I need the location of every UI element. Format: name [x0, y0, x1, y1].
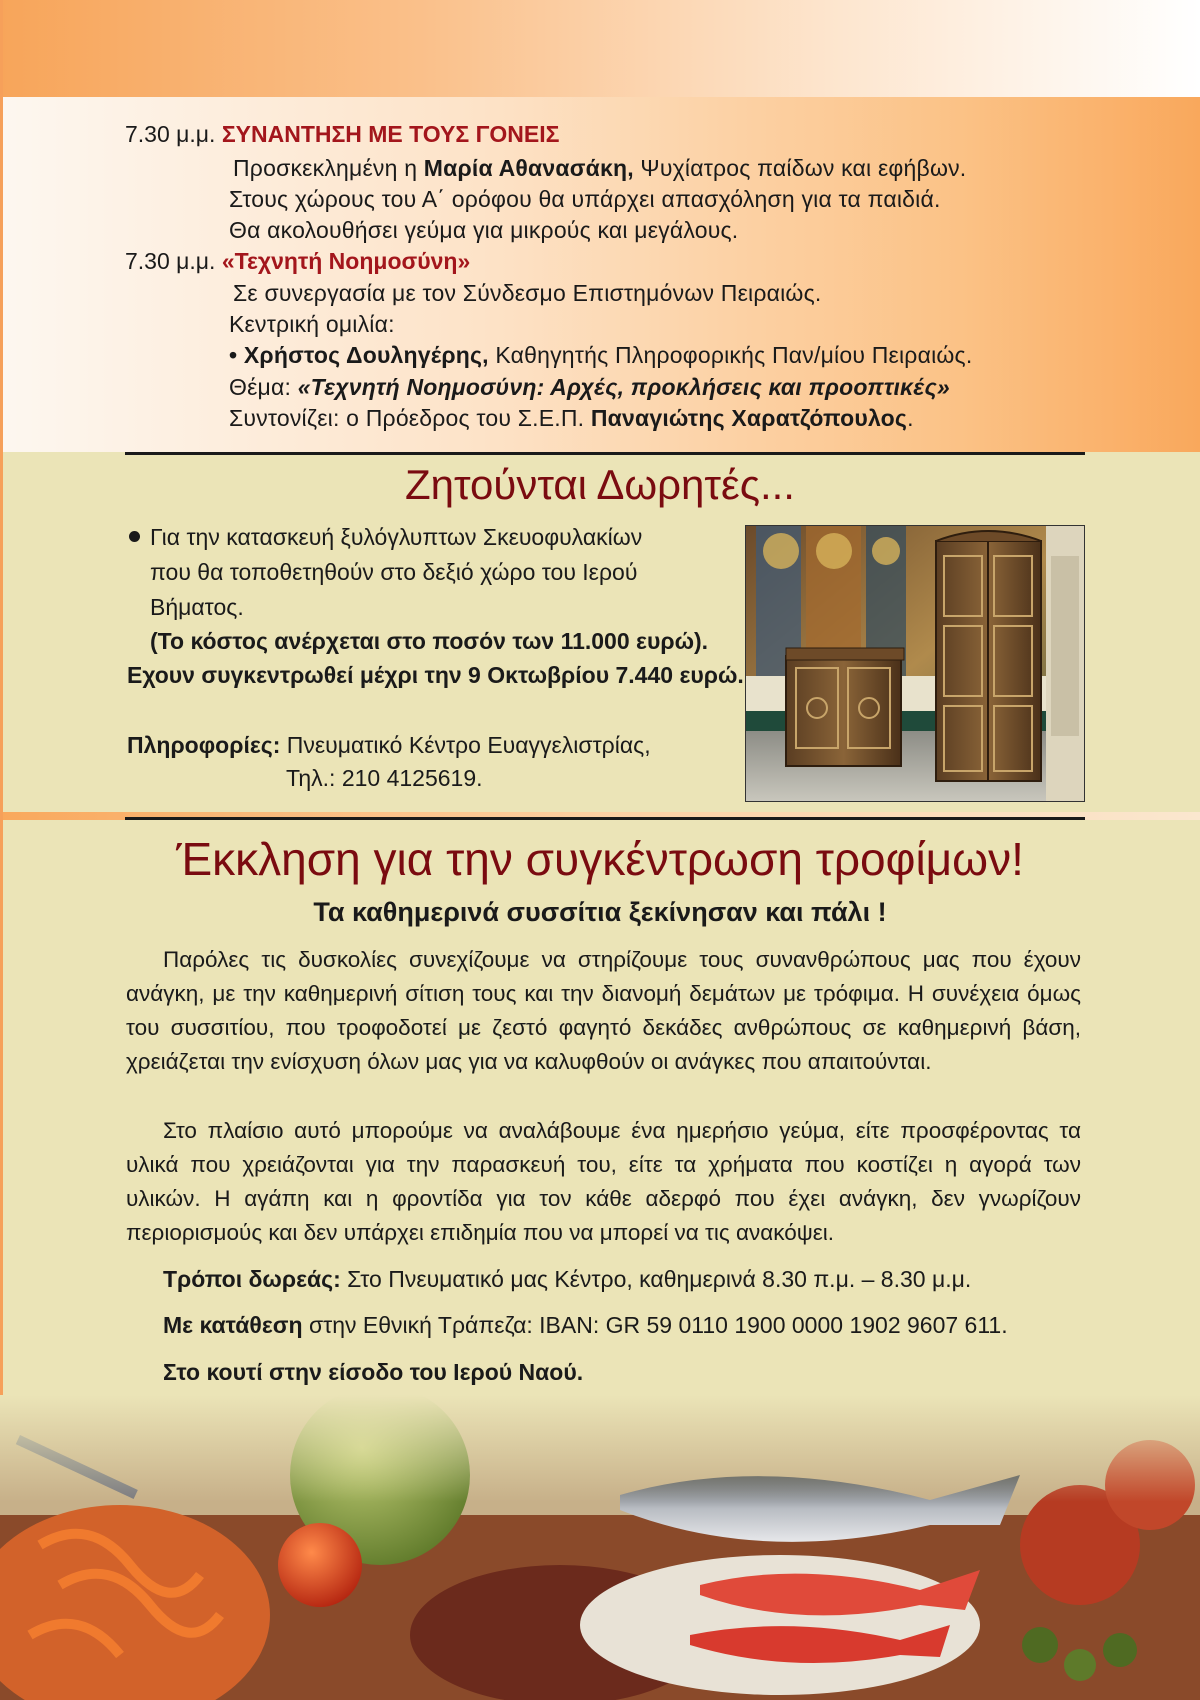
event-2-line-2: Κεντρική ομιλία:: [229, 311, 395, 337]
event-2-topic-label: Θέμα:: [229, 374, 298, 400]
donors-bullet: [129, 531, 140, 542]
event-2-time: 7.30 μ.μ.: [125, 248, 216, 274]
donation-box: [163, 1359, 583, 1386]
event-1-header: [125, 121, 559, 148]
event-1-line-1: [233, 155, 966, 182]
divider-rule-2: [125, 817, 1085, 820]
donation-methods-label: Τρόποι δωρεάς:: [163, 1266, 341, 1292]
appeal-paragraph-1: Παρόλες τις δυσκολίες συνεχίζουμε να στηρίζουμε τους συνανθρώπους μας που έχουν ανάγκη, με την καθημερινή σίτιση τους και την διανομή δεμάτων με τρόφιμα. Η συνέχεια όμως του συσσιτίου, που τροφοδοτεί με ζεστό φαγητό δεκάδες ανθρώπους σε καθημερινή βάση, χρειάζεται την ενίσχυση όλων μας για να καλυφθούν οι ανάγκες που απαιτούνται.: [126, 947, 1081, 1074]
donors-cost: (Το κόστος ανέρχεται στο ποσόν των 11.000 ευρώ).: [150, 628, 709, 654]
event-1-speaker-name: Μαρία Αθανασάκη,: [423, 155, 634, 181]
cabinet-illustration: [746, 526, 1084, 801]
event-2-line-3: [229, 342, 972, 369]
donors-info: [127, 732, 651, 759]
donors-line-2: που θα τοποθετηθούν στο δεξιό χώρο του Ιερού: [150, 559, 638, 585]
donors-collected: Εχουν συγκεντρωθεί μέχρι την 9 Οκτωβρίου 7.440 ευρώ.: [127, 662, 744, 688]
food-collage-photo: [0, 1395, 1200, 1700]
event-1-line-1-text-c: Ψυχίατρος παίδων και εφήβων.: [633, 155, 967, 181]
divider-rule-1: [125, 452, 1085, 455]
appeal-subheading: Τα καθημερινά συσσίτια ξεκίνησαν και πάλι !: [313, 897, 887, 927]
event-2-moderator-period: .: [907, 405, 914, 431]
event-2-bullet: •: [229, 342, 244, 368]
bank-deposit-label: Με κατάθεση: [163, 1312, 303, 1338]
donors-phone: Τηλ.: 210 4125619.: [286, 765, 483, 791]
event-2-speaker-name: Χρήστος Δουληγέρης,: [243, 342, 489, 368]
event-2-speaker-role: Καθηγητής Πληροφορικής Παν/μίου Πειραιώς.: [488, 342, 973, 368]
donation-box-text: Στο κουτί στην είσοδο του Ιερού Ναού.: [163, 1359, 584, 1385]
donors-line-3: Βήματος.: [150, 594, 244, 620]
appeal-heading: Έκκληση για την συγκέντρωση τροφίμων!: [176, 833, 1024, 885]
donation-methods: [163, 1266, 971, 1293]
donation-methods-value: Στο Πνευματικό μας Κέντρο, καθημερινά 8.30 π.μ. – 8.30 μ.μ.: [340, 1266, 972, 1292]
bank-deposit: [163, 1312, 1008, 1339]
event-2-moderator-name: Παναγιώτης Χαρατζόπουλος: [590, 405, 908, 431]
donors-line-1: Για την κατασκευή ξυλόγλυπτων Σκευοφυλακίων: [150, 524, 643, 550]
top-color-band: [0, 0, 1200, 97]
appeal-paragraph-2: Στο πλαίσιο αυτό μπορούμε να αναλάβουμε ένα ημερήσιο γεύμα, είτε προσφέροντας τα υλικά που χρειάζονται για την παρασκευή του, είτε τα χρήματα που κοστίζει η αγορά των υλικών. Η αγάπη και η φροντίδα για τον κάθε αδερφό που έχει ανάγκη, δεν γνωρίζουν περιορισμούς και δεν υπάρχει επιδημία που να μπορεί να τις ανακόψει.: [126, 1118, 1081, 1245]
event-2-line-5: [229, 405, 914, 432]
donors-info-value: Πνευματικό Κέντρο Ευαγγελιστρίας,: [286, 732, 651, 758]
event-1-line-3: Θα ακολουθήσει γεύμα για μικρούς και μεγάλους.: [229, 217, 739, 243]
sacristy-cabinet-photo: [745, 525, 1085, 802]
donors-heading: Ζητούνται Δωρητές...: [405, 461, 795, 508]
event-1-line-1-text-a: Προσκεκλημένη η: [233, 155, 424, 181]
event-2-topic: «Τεχνητή Νοημοσύνη: Αρχές, προκλήσεις και προοπτικές»: [297, 374, 950, 400]
event-2-line-4: [229, 374, 950, 401]
donors-info-label: Πληροφορίες:: [127, 732, 281, 758]
event-1-line-2: Στους χώρους του Α΄ ορόφου θα υπάρχει απασχόληση για τα παιδιά.: [229, 186, 941, 212]
event-2-title: «Τεχνητή Νοημοσύνη»: [221, 248, 471, 274]
food-illustration: [0, 1395, 1200, 1700]
event-2-header: [125, 248, 470, 275]
event-1-title: ΣΥΝΑΝΤΗΣΗ ΜΕ ΤΟΥΣ ΓΟΝΕΙΣ: [221, 121, 560, 147]
bank-deposit-iban: στην Εθνική Τράπεζα: IBAN: GR 59 0110 1900 0000 1902 9607 611.: [302, 1312, 1008, 1338]
event-2-line-1: Σε συνεργασία με τον Σύνδεσμο Επιστημόνων Πειραιώς.: [233, 280, 822, 306]
event-2-moderator-label: Συντονίζει: ο Πρόεδρος του Σ.Ε.Π.: [229, 405, 591, 431]
event-1-time: 7.30 μ.μ.: [125, 121, 216, 147]
